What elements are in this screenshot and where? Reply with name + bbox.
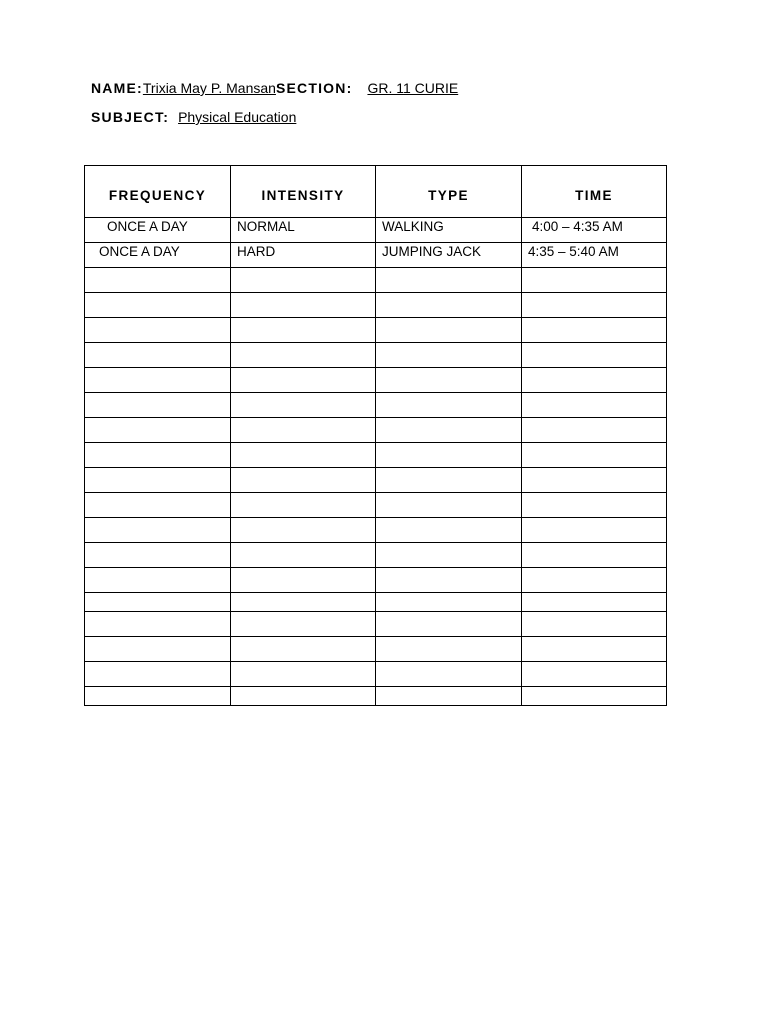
table-cell-time: [522, 318, 667, 343]
table-cell-intensity: [231, 268, 376, 293]
table-cell-type: [376, 568, 522, 593]
name-value: Trixia May P. Mansan: [142, 80, 276, 96]
table-row: [85, 687, 667, 706]
table-cell-intensity: [231, 318, 376, 343]
table-cell-intensity: [231, 443, 376, 468]
table-cell-type: [376, 318, 522, 343]
table-cell-frequency: [85, 662, 231, 687]
table-header-row: [85, 166, 667, 218]
table-cell-frequency: [85, 543, 231, 568]
table-cell-time: [522, 368, 667, 393]
table-cell-intensity: [231, 468, 376, 493]
table-cell-time: [522, 612, 667, 637]
table-cell-time: [522, 293, 667, 318]
table-cell-frequency: ONCE A DAY: [85, 218, 231, 243]
table-cell-time: 4:35 – 5:40 AM: [522, 243, 667, 268]
subject-label: SUBJECT:: [91, 109, 170, 125]
table-row: [85, 568, 667, 593]
table-cell-type: JUMPING JACK: [376, 243, 522, 268]
table-cell-type: WALKING: [376, 218, 522, 243]
table-row: [85, 268, 667, 293]
table-cell-type: [376, 612, 522, 637]
table-cell-type: [376, 293, 522, 318]
table-cell-time: [522, 268, 667, 293]
table-row: [85, 518, 667, 543]
table-cell-time: [522, 493, 667, 518]
table-cell-time: [522, 418, 667, 443]
table-cell-intensity: [231, 418, 376, 443]
table-cell-frequency: [85, 293, 231, 318]
table-cell-intensity: [231, 343, 376, 368]
table-cell-time: [522, 593, 667, 612]
table-cell-type: [376, 687, 522, 706]
table-cell-intensity: [231, 393, 376, 418]
table-cell-frequency: [85, 368, 231, 393]
table-cell-frequency: [85, 443, 231, 468]
table-cell-time: [522, 662, 667, 687]
table-row: [85, 468, 667, 493]
table-row: [85, 662, 667, 687]
table-cell-time: [522, 343, 667, 368]
table-cell-frequency: [85, 318, 231, 343]
table-cell-time: [522, 637, 667, 662]
table-cell-intensity: [231, 662, 376, 687]
table-cell-type: [376, 443, 522, 468]
table-cell-time: [522, 393, 667, 418]
table-row: [85, 218, 667, 243]
table-cell-frequency: [85, 612, 231, 637]
subject-value: Physical Education: [178, 109, 297, 125]
table-row: [85, 593, 667, 612]
table-cell-frequency: [85, 268, 231, 293]
table-cell-intensity: [231, 493, 376, 518]
table-row: [85, 418, 667, 443]
table-cell-type: [376, 343, 522, 368]
table-cell-type: [376, 518, 522, 543]
name-section-line: [91, 80, 458, 96]
table-cell-intensity: [231, 368, 376, 393]
table-cell-frequency: [85, 593, 231, 612]
table-cell-time: [522, 468, 667, 493]
column-header-frequency: FREQUENCY: [85, 166, 231, 218]
table-row: [85, 493, 667, 518]
activity-log-table: [84, 165, 667, 706]
table-cell-frequency: [85, 343, 231, 368]
table-cell-frequency: [85, 637, 231, 662]
name-label: NAME:: [91, 80, 143, 96]
table-cell-type: [376, 393, 522, 418]
table-cell-type: [376, 418, 522, 443]
table-cell-intensity: [231, 612, 376, 637]
table-cell-time: [522, 443, 667, 468]
table-cell-intensity: [231, 593, 376, 612]
table-cell-type: [376, 543, 522, 568]
table-cell-type: [376, 593, 522, 612]
section-label: SECTION:: [275, 80, 353, 96]
table-row: [85, 343, 667, 368]
table-row: [85, 368, 667, 393]
table-cell-frequency: [85, 418, 231, 443]
table-cell-frequency: [85, 393, 231, 418]
table-body: [85, 218, 667, 706]
table-row: [85, 637, 667, 662]
table-row: [85, 543, 667, 568]
subject-line: [91, 109, 296, 125]
column-header-intensity: INTENSITY: [231, 166, 376, 218]
table-cell-time: [522, 568, 667, 593]
table-cell-frequency: [85, 493, 231, 518]
table-row: [85, 243, 667, 268]
table-cell-type: [376, 493, 522, 518]
table-cell-type: [376, 637, 522, 662]
table-cell-intensity: [231, 687, 376, 706]
table-row: [85, 612, 667, 637]
table-cell-frequency: [85, 568, 231, 593]
table-cell-time: 4:00 – 4:35 AM: [522, 218, 667, 243]
table-cell-intensity: [231, 518, 376, 543]
table-cell-type: [376, 268, 522, 293]
table-cell-frequency: [85, 687, 231, 706]
table-cell-frequency: [85, 518, 231, 543]
table-row: [85, 318, 667, 343]
table-cell-time: [522, 543, 667, 568]
table-cell-frequency: ONCE A DAY: [85, 243, 231, 268]
table-cell-frequency: [85, 468, 231, 493]
table-cell-intensity: [231, 543, 376, 568]
table-cell-intensity: HARD: [231, 243, 376, 268]
table-cell-type: [376, 368, 522, 393]
table-cell-time: [522, 518, 667, 543]
table-row: [85, 293, 667, 318]
table-cell-intensity: [231, 637, 376, 662]
table-cell-intensity: [231, 293, 376, 318]
table-cell-time: [522, 687, 667, 706]
table-row: [85, 443, 667, 468]
table-cell-type: [376, 468, 522, 493]
table-row: [85, 393, 667, 418]
column-header-time: TIME: [522, 166, 667, 218]
table-cell-intensity: NORMAL: [231, 218, 376, 243]
column-header-type: TYPE: [376, 166, 522, 218]
table-cell-type: [376, 662, 522, 687]
section-value: GR. 11 CURIE: [367, 80, 459, 96]
table-cell-intensity: [231, 568, 376, 593]
